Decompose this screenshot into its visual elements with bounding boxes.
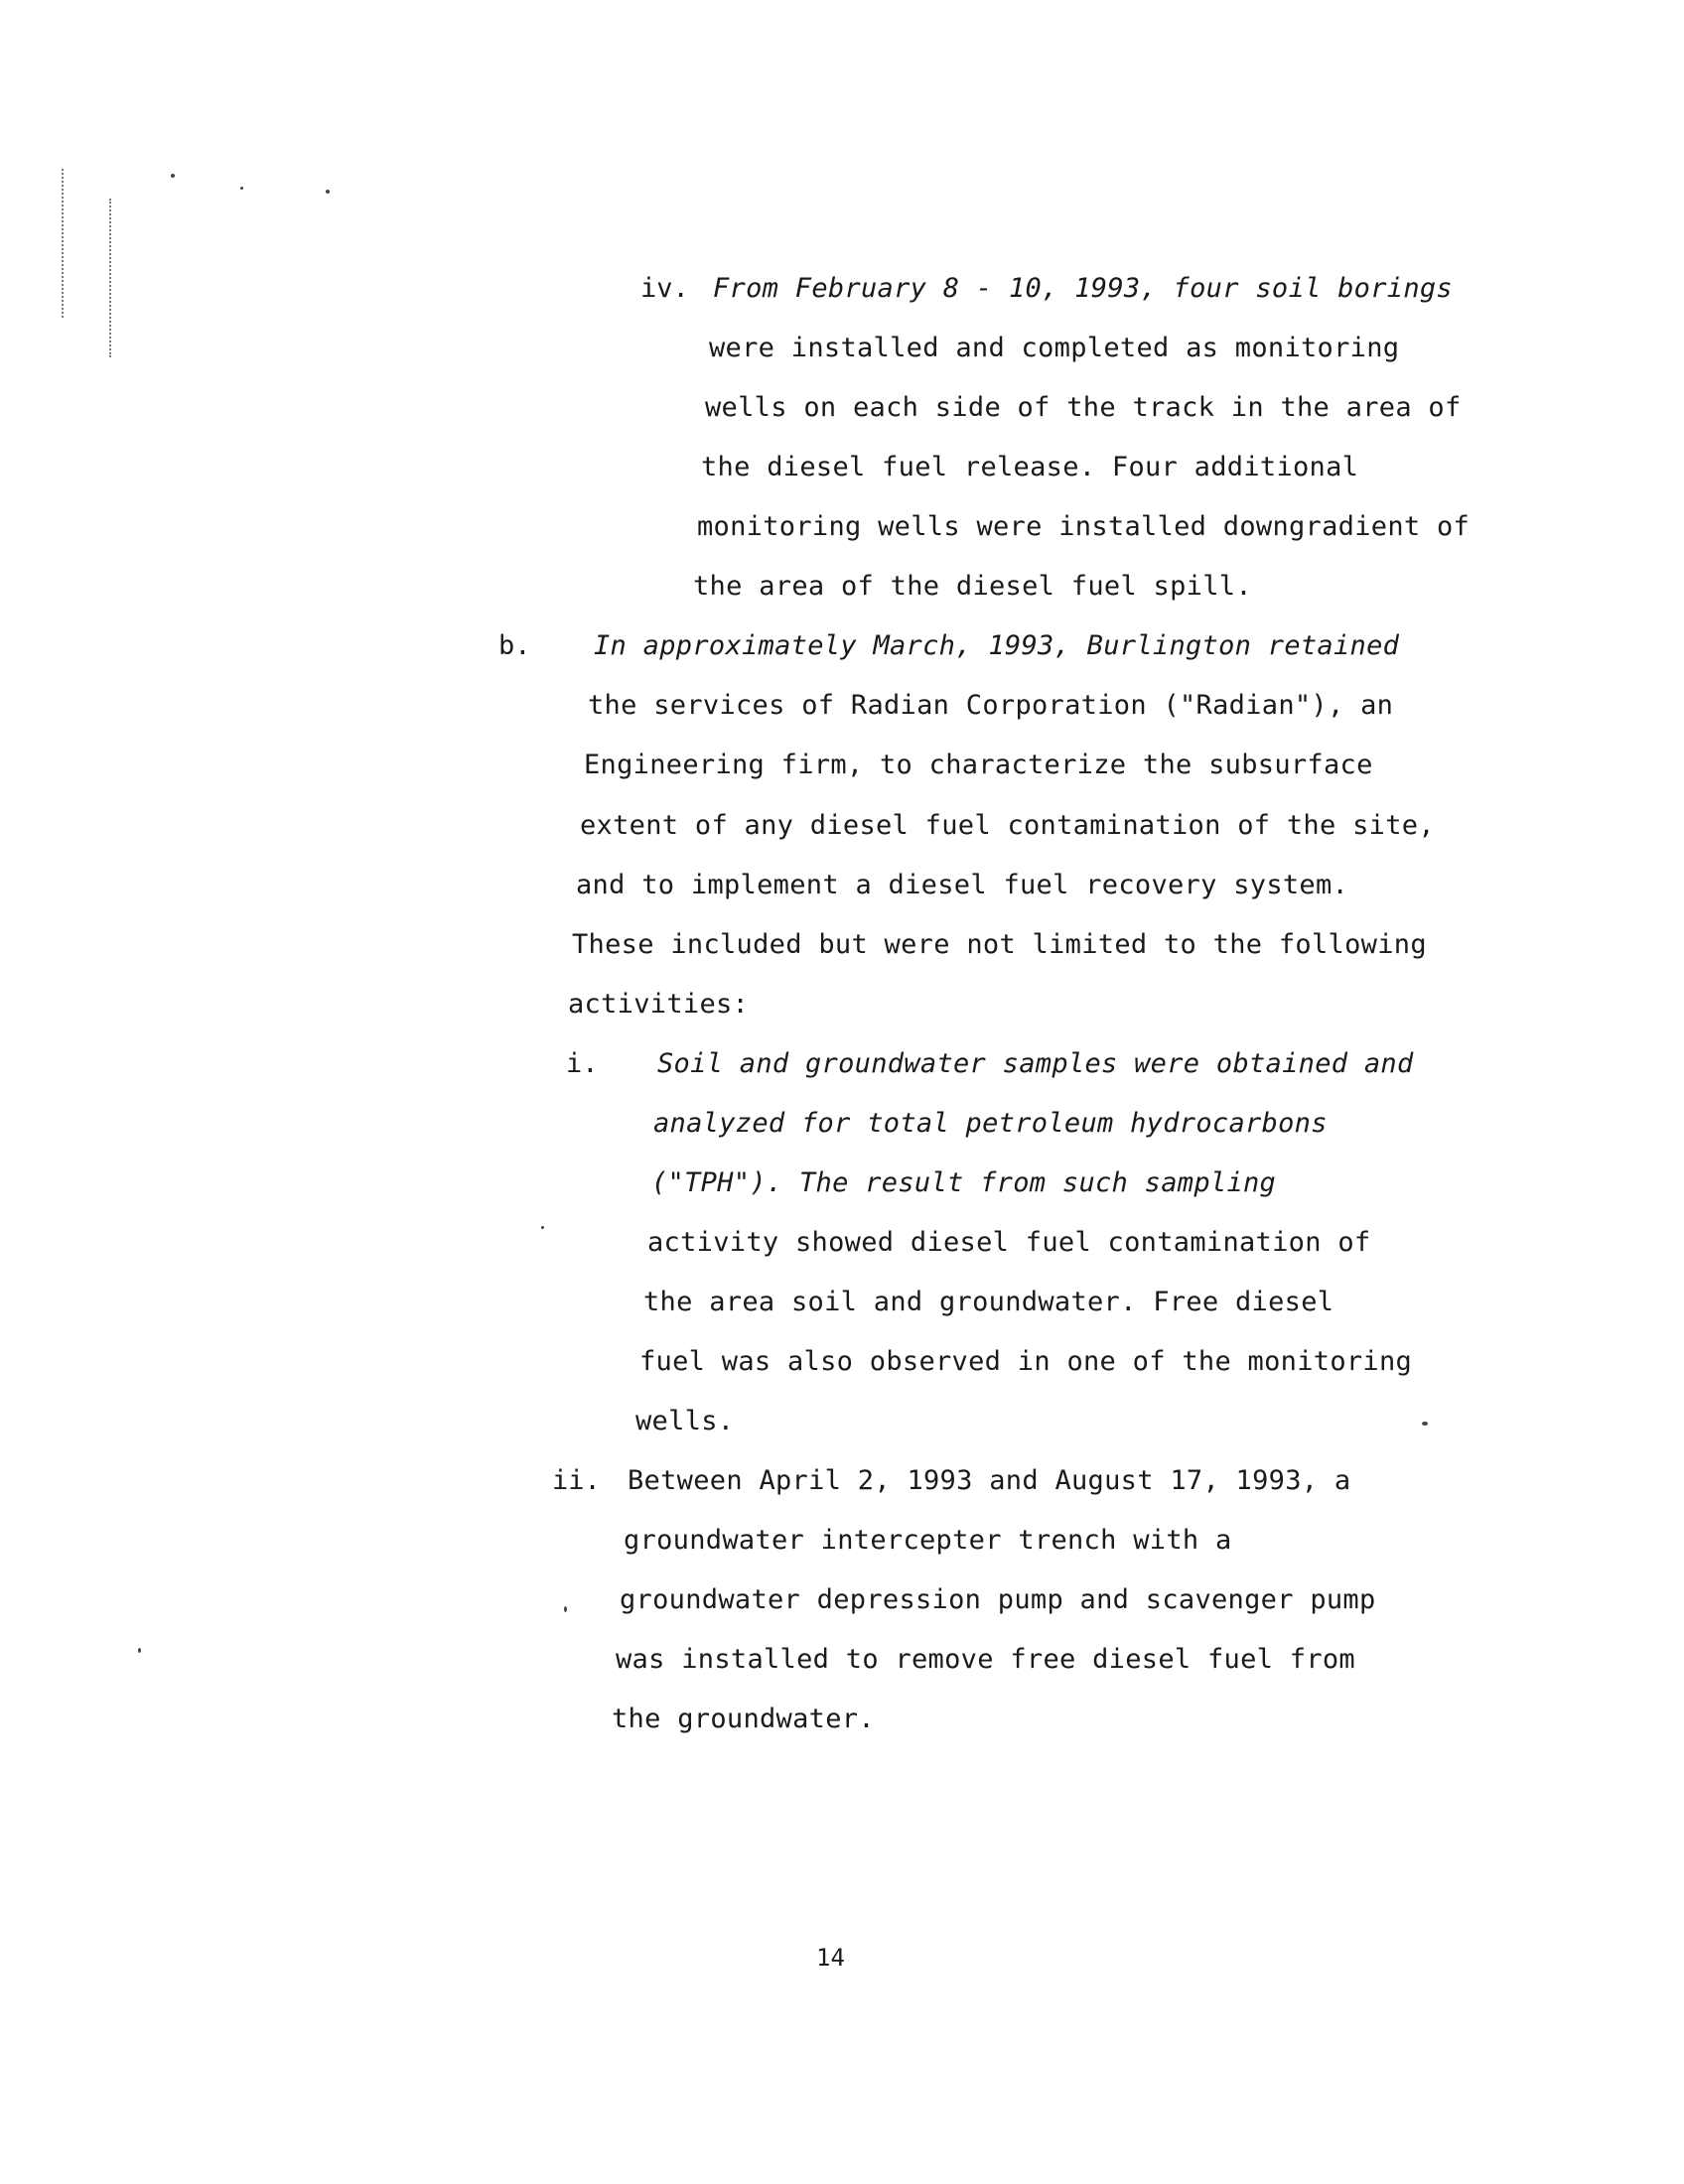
body-line: the services of Radian Corporation ("Radian"), an xyxy=(588,690,1394,721)
body-line: the diesel fuel release. Four additional xyxy=(701,452,1359,482)
body-line: Between April 2, 1993 and August 17, 1993, a xyxy=(628,1465,1351,1496)
scan-speck xyxy=(564,1606,567,1612)
body-line: the groundwater. xyxy=(612,1704,875,1734)
body-line: and to implement a diesel fuel recovery system. xyxy=(576,870,1349,900)
item-marker: i. xyxy=(566,1048,599,1079)
body-line: ("TPH"). The result from such sampling xyxy=(651,1167,1277,1198)
body-line: From February 8 - 10, 1993, four soil borings xyxy=(713,273,1453,304)
body-line: activities: xyxy=(568,989,750,1020)
scan-edge-mark xyxy=(109,199,112,357)
scan-edge-mark xyxy=(62,169,65,318)
body-line: was installed to remove free diesel fuel from xyxy=(616,1644,1355,1675)
body-line: Engineering firm, to characterize the subsurface xyxy=(584,750,1373,780)
page-number: 14 xyxy=(816,1944,845,1972)
body-line: In approximately March, 1993, Burlington retained xyxy=(594,630,1400,661)
body-line: fuel was also observed in one of the monitoring xyxy=(639,1346,1413,1377)
item-marker: b. xyxy=(498,630,531,661)
body-line: extent of any diesel fuel contamination of the site, xyxy=(580,810,1435,841)
body-line: Soil and groundwater samples were obtained and xyxy=(657,1048,1414,1079)
body-line: activity showed diesel fuel contamination of xyxy=(647,1227,1371,1258)
body-line: were installed and completed as monitoring xyxy=(709,333,1400,363)
body-line: groundwater depression pump and scavenger pump xyxy=(620,1584,1376,1615)
scan-speck xyxy=(326,190,330,194)
body-line: These included but were not limited to the following xyxy=(572,929,1427,960)
scan-speck xyxy=(171,174,175,178)
body-line: the area soil and groundwater. Free diesel xyxy=(643,1287,1334,1317)
scan-speck xyxy=(541,1226,544,1229)
body-line: wells. xyxy=(635,1406,735,1436)
scan-speck xyxy=(240,187,243,190)
scan-speck xyxy=(138,1648,141,1653)
body-line: analyzed for total petroleum hydrocarbons xyxy=(653,1108,1328,1139)
body-line: monitoring wells were installed downgradient of xyxy=(697,511,1471,542)
scan-speck xyxy=(1422,1422,1428,1426)
body-line: wells on each side of the track in the area of xyxy=(705,392,1462,423)
item-marker: iv. xyxy=(640,273,689,304)
body-line: the area of the diesel fuel spill. xyxy=(693,571,1252,602)
item-marker: ii. xyxy=(552,1465,601,1496)
body-line: groundwater intercepter trench with a xyxy=(624,1525,1232,1556)
